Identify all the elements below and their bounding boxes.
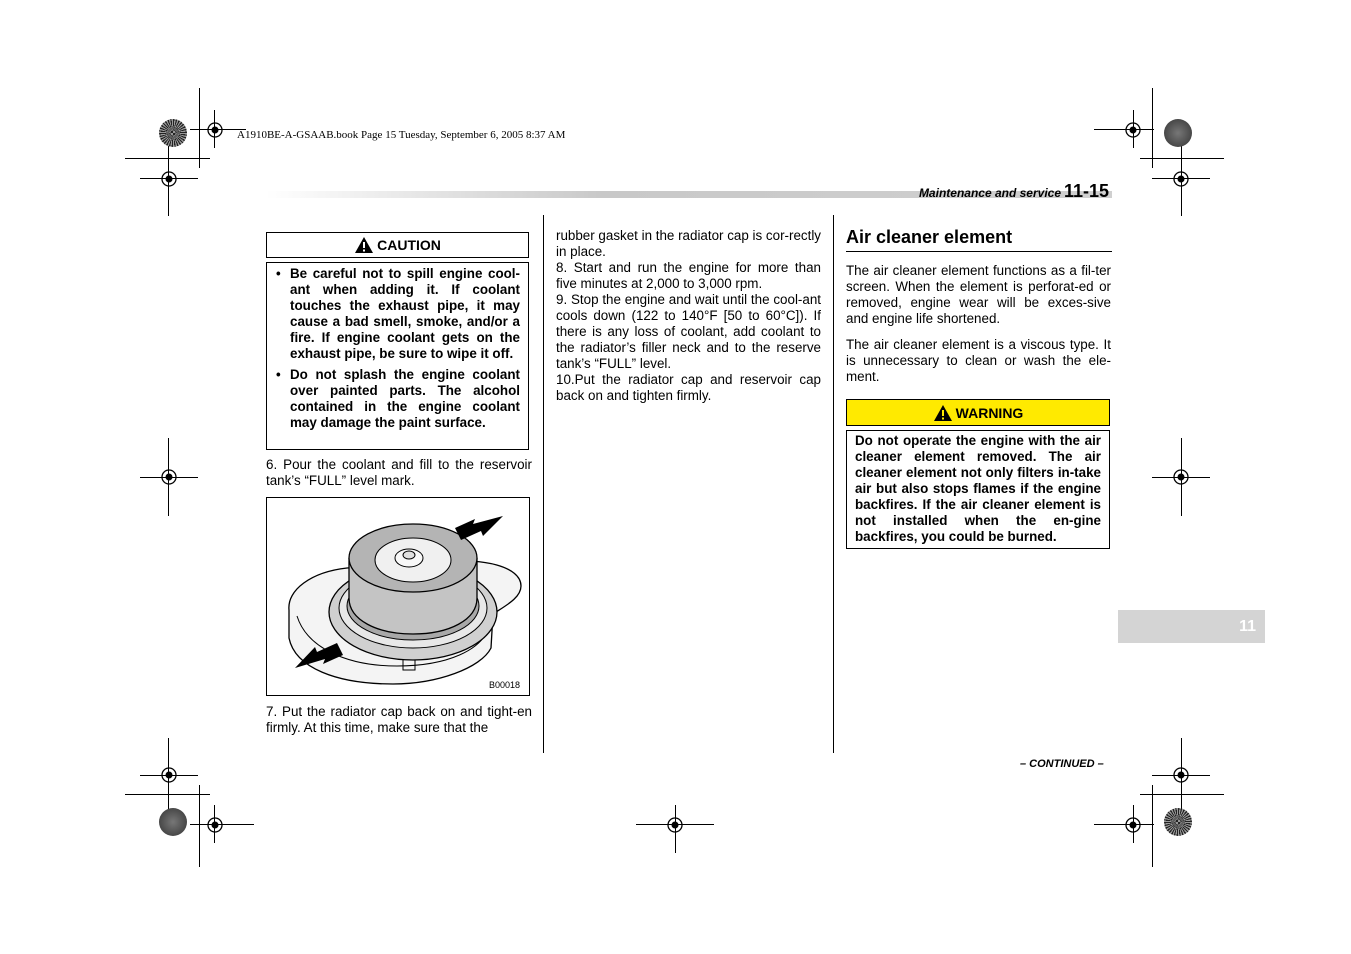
registration-rosette-icon xyxy=(159,808,187,836)
step-6: 6. Pour the coolant and fill to the reservoir tank’s “FULL” level mark. xyxy=(266,457,532,488)
warning-label: WARNING xyxy=(955,404,1024,421)
figure-code: B00018 xyxy=(489,680,521,690)
caution-item xyxy=(275,266,520,362)
chapter-tab-number: 11 xyxy=(1239,617,1256,635)
registration-crosshair-icon xyxy=(205,815,225,835)
registration-rosette-icon xyxy=(1164,119,1192,147)
section-title: Air cleaner element xyxy=(846,227,1013,247)
bullet-icon: • xyxy=(276,266,281,281)
registration-crosshair-icon xyxy=(159,467,179,487)
continued-note: – CONTINUED – xyxy=(1020,758,1104,770)
registration-crosshair-icon xyxy=(665,815,685,835)
registration-crosshair-icon xyxy=(1171,169,1191,189)
warning-header xyxy=(846,399,1110,426)
column-divider xyxy=(543,215,544,753)
bullet-icon: • xyxy=(276,367,281,382)
step-10: 10.Put the radiator cap and reservoir cap back on and tighten firmly. xyxy=(556,372,821,403)
registration-crosshair-icon xyxy=(159,765,179,785)
registration-crosshair-icon xyxy=(1123,815,1143,835)
registration-crosshair-icon xyxy=(1171,467,1191,487)
column-divider xyxy=(833,215,834,753)
step-8: 8. Start and run the engine for more than five minutes at 2,000 to 3,000 rpm. xyxy=(556,260,821,291)
registration-crosshair-icon xyxy=(205,120,225,140)
page-number: 11-15 xyxy=(1064,181,1110,201)
step-9: 9. Stop the engine and wait until the cool-ant cools down (122 to 140°F [50 to 60°C]). If there is any loss of coolant, add coolant to the radiator’s filler neck and to the reserve tank’s “FULL” level. xyxy=(556,292,821,371)
registration-crosshair-icon xyxy=(159,169,179,189)
caution-box xyxy=(266,262,529,450)
radiator-cap-figure xyxy=(266,497,530,696)
caution-item-text: Be careful not to spill engine cool-ant when adding it. If coolant touches the exhaust pipe, it may cause a bad smell, smoke, and/or a fire. If engine coolant gets on the exhaust pipe, be sure to wipe it off. xyxy=(290,266,520,361)
file-info: A1910BE-A-GSAAB.book Page 15 Tuesday, September 6, 2005 8:37 AM xyxy=(237,129,566,141)
registration-rosette-icon xyxy=(1164,808,1192,836)
step-7: 7. Put the radiator cap back on and tight-en firmly. At this time, make sure that the xyxy=(266,704,532,735)
caution-item-text: Do not splash the engine coolant over painted parts. The alcohol contained in the engine coolant may damage the paint surface. xyxy=(290,367,520,430)
paragraph-2: The air cleaner element is a viscous type. It is unnecessary to clean or wash the ele-ment. xyxy=(846,337,1111,384)
section-rule xyxy=(846,251,1112,252)
caution-header xyxy=(266,232,529,258)
warning-text: Do not operate the engine with the air cleaner element removed. The air cleaner element not only filters in-take air but also stops flames if the engine backfires. If the air cleaner element is not installed when the en-gine backfires, you could be burned. xyxy=(846,430,1110,549)
caution-label: CAUTION xyxy=(377,237,441,253)
step-7-continued: rubber gasket in the radiator cap is cor-rectly in place. xyxy=(556,228,821,259)
header-section-title: Maintenance and service xyxy=(918,186,1061,200)
radiator-cap-illustration xyxy=(267,498,529,695)
registration-rosette-icon xyxy=(159,119,187,147)
warning-triangle-icon xyxy=(933,404,953,422)
caution-item xyxy=(275,367,520,431)
paragraph-1: The air cleaner element functions as a fil-ter screen. When the element is perforat-ed or removed, engine wear will be exces-sive and engine life shortened. xyxy=(846,263,1111,326)
registration-crosshair-icon xyxy=(1171,765,1191,785)
registration-crosshair-icon xyxy=(1123,120,1143,140)
caution-triangle-icon xyxy=(354,236,374,254)
